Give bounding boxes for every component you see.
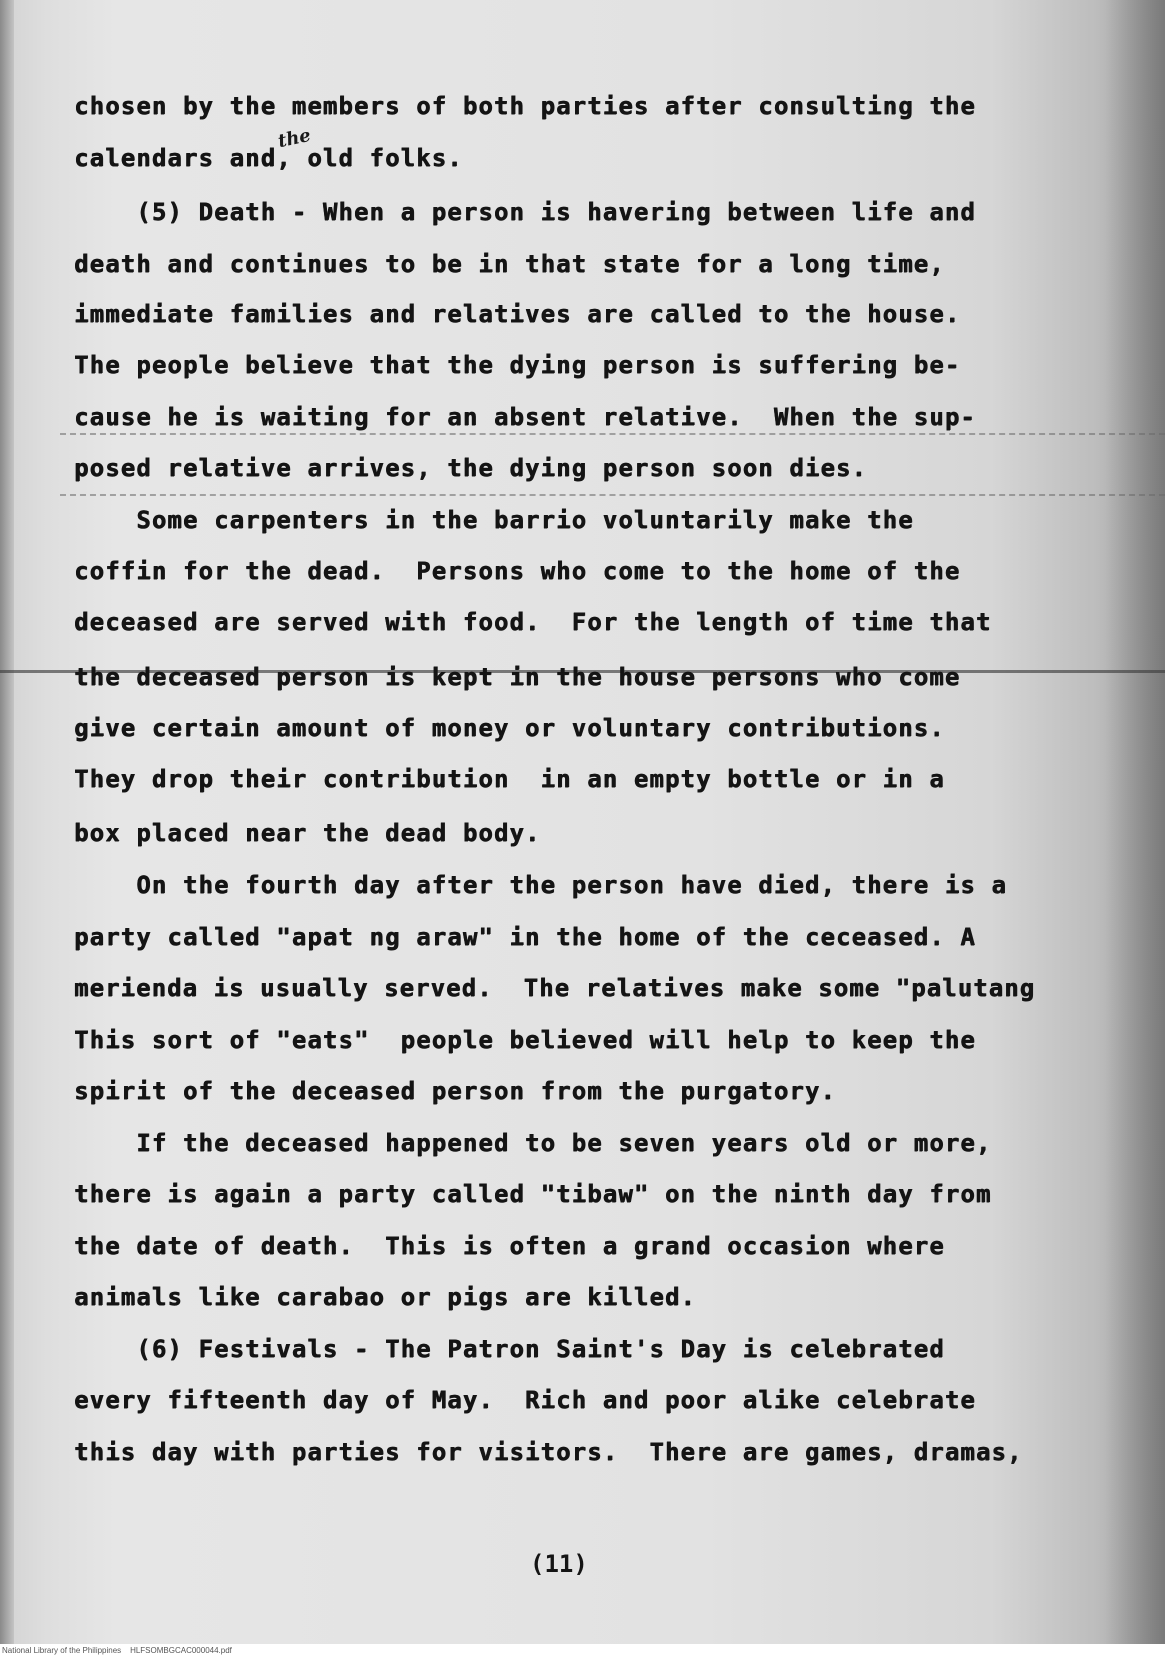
text-line-16: On the fourth day after the person have died, there is a xyxy=(74,871,1007,899)
text-line-14: They drop their contribution in an empty bottle or in a xyxy=(74,765,945,793)
fold-line xyxy=(60,433,1165,437)
text-line-5: immediate families and relatives are called to the house. xyxy=(74,300,961,328)
text-line-22: there is again a party called "tibaw" on the ninth day from xyxy=(74,1180,992,1208)
text-line-26: every fifteenth day of May. Rich and poor alike celebrate xyxy=(74,1386,976,1414)
text-line-8: posed relative arrives, the dying person soon dies. xyxy=(74,454,868,482)
text-line-15: box placed near the dead body. xyxy=(74,819,541,847)
text-line-10: coffin for the dead. Persons who come to the home of the xyxy=(74,557,961,585)
page-number: (11) xyxy=(530,1550,588,1578)
text-line-19: This sort of "eats" people believed will help to keep the xyxy=(74,1026,976,1054)
text-line-11: deceased are served with food. For the length of time that xyxy=(74,608,992,636)
fold-line xyxy=(60,494,1165,498)
text-line-18: merienda is usually served. The relatives make some "palutang xyxy=(74,974,1036,1002)
footer-caption: National Library of the Philippines HLFSOMBGCAC000044.pdf xyxy=(0,1644,1165,1658)
text-line-13: give certain amount of money or voluntary contributions. xyxy=(74,714,945,742)
text-line-4: death and continues to be in that state for a long time, xyxy=(74,250,945,278)
text-line-3: (5) Death - When a person is havering between life and xyxy=(74,198,976,226)
text-line-27: this day with parties for visitors. There are games, dramas, xyxy=(74,1438,1023,1466)
text-line-25: (6) Festivals - The Patron Saint's Day is celebrated xyxy=(74,1335,945,1363)
handwritten-insertion: the xyxy=(276,124,313,153)
text-line-6: The people believe that the dying person is suffering be- xyxy=(74,351,961,379)
scan-shadow xyxy=(1105,0,1165,1658)
text-line-12: the deceased person is kept in the house persons who come xyxy=(74,663,961,691)
text-line-24: animals like carabao or pigs are killed. xyxy=(74,1283,696,1311)
page-edge xyxy=(0,0,14,1658)
text-line-21: If the deceased happened to be seven years old or more, xyxy=(74,1129,992,1157)
text-line-2: calendars and, old folks. xyxy=(74,144,463,172)
text-line-17: party called "apat ng araw" in the home of the ceceased. A xyxy=(74,923,976,951)
text-line-1: chosen by the members of both parties after consulting the xyxy=(74,92,976,120)
text-line-20: spirit of the deceased person from the purgatory. xyxy=(74,1077,836,1105)
text-line-7: cause he is waiting for an absent relative. When the sup- xyxy=(74,403,976,431)
text-line-23: the date of death. This is often a grand occasion where xyxy=(74,1232,945,1260)
text-line-9: Some carpenters in the barrio voluntarily make the xyxy=(74,506,914,534)
